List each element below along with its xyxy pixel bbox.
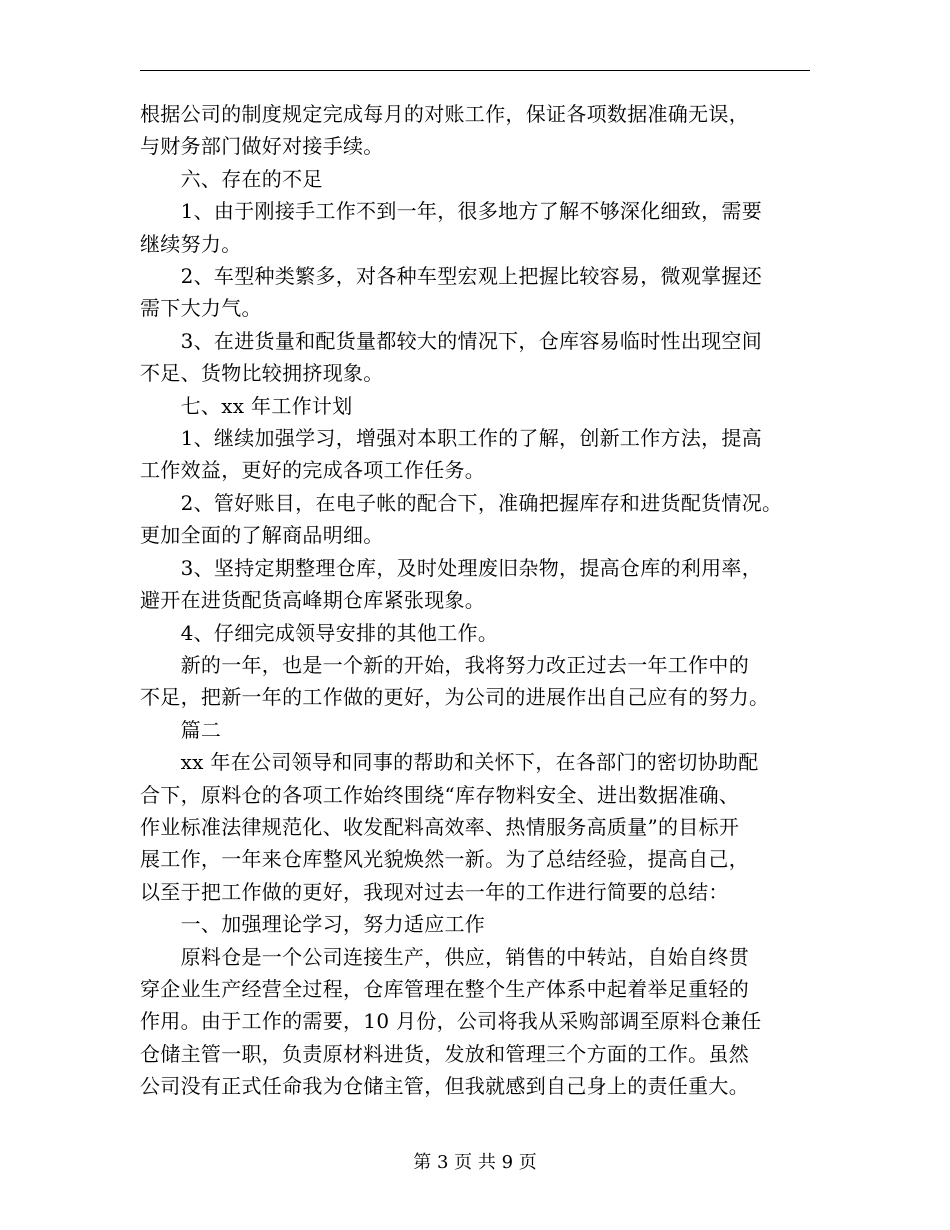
text-line: 避开在进货配货高峰期仓库紧张现象。 bbox=[140, 588, 486, 613]
text-line: 以至于把工作做的更好，我现对过去一年的工作进行简要的总结： bbox=[140, 879, 729, 904]
text-line: 作用。由于工作的需要，10 月份，公司将我从采购部调至原料仓兼任 bbox=[140, 1009, 762, 1034]
text-line: 2、车型种类繁多，对各种车型宏观上把握比较容易，微观掌握还 bbox=[140, 264, 763, 289]
text-line: 根据公司的制度规定完成每月的对账工作，保证各项数据准确无误， bbox=[140, 102, 749, 126]
text-line: 原料仓是一个公司连接生产，供应，销售的中转站，自始自终贯 bbox=[140, 944, 749, 969]
document-body bbox=[140, 98, 820, 1103]
section-heading: 七、xx 年工作计划 bbox=[140, 393, 353, 418]
text-line: xx 年在公司领导和同事的帮助和关怀下，在各部门的密切协助配 bbox=[140, 750, 759, 775]
text-line: 作业标准法律规范化、收发配料高效率、热情服务高质量”的目标开 bbox=[140, 814, 740, 839]
text-line: 仓储主管一职，负责原材料进货，发放和管理三个方面的工作。虽然 bbox=[140, 1041, 749, 1066]
text-line: 新的一年，也是一个新的开始，我将努力改正过去一年工作中的 bbox=[140, 652, 749, 677]
text-line: 继续努力。 bbox=[140, 231, 242, 256]
text-line: 1、继续加强学习，增强对本职工作的了解，创新工作方法，提高 bbox=[140, 426, 763, 451]
text-line: 展工作，一年来仓库整风光貌焕然一新。为了总结经验，提高自己， bbox=[140, 847, 749, 872]
text-line: 合下，原料仓的各项工作始终围绕“库存物料安全、进出数据准确、 bbox=[140, 782, 740, 807]
section-heading: 六、存在的不足 bbox=[140, 166, 323, 191]
text-line: 3、坚持定期整理仓库，及时处理废旧杂物，提高仓库的利用率， bbox=[140, 555, 763, 580]
section-heading: 篇二 bbox=[140, 717, 222, 742]
text-line: 3、在进货量和配货量都较大的情况下，仓库容易临时性出现空间 bbox=[140, 328, 763, 353]
header-rule bbox=[140, 70, 810, 71]
text-line: 不足、货物比较拥挤现象。 bbox=[140, 361, 384, 386]
text-line: 工作效益，更好的完成各项工作任务。 bbox=[140, 458, 486, 483]
text-line: 不足，把新一年的工作做的更好，为公司的进展作出自己应有的努力。 bbox=[140, 685, 770, 710]
section-heading: 一、加强理论学习，努力适应工作 bbox=[140, 912, 486, 937]
page-number-footer: 第 3 页 共 9 页 bbox=[413, 1152, 537, 1173]
text-line: 更加全面的了解商品明细。 bbox=[140, 523, 384, 548]
text-line: 公司没有正式任命我为仓储主管，但我就感到自己身上的责任重大。 bbox=[140, 1074, 749, 1099]
text-line: 1、由于刚接手工作不到一年，很多地方了解不够深化细致，需要 bbox=[140, 199, 763, 224]
text-line: 4、仔细完成领导安排的其他工作。 bbox=[140, 620, 499, 645]
text-line: 2、管好账目，在电子帐的配合下，准确把握库存和进货配货情况。 bbox=[140, 490, 783, 515]
text-line: 需下大力气。 bbox=[140, 296, 262, 321]
text-line: 穿企业生产经营全过程，仓库管理在整个生产体系中起着举足重轻的 bbox=[140, 976, 749, 1001]
text-line: 与财务部门做好对接手续。 bbox=[140, 134, 384, 159]
